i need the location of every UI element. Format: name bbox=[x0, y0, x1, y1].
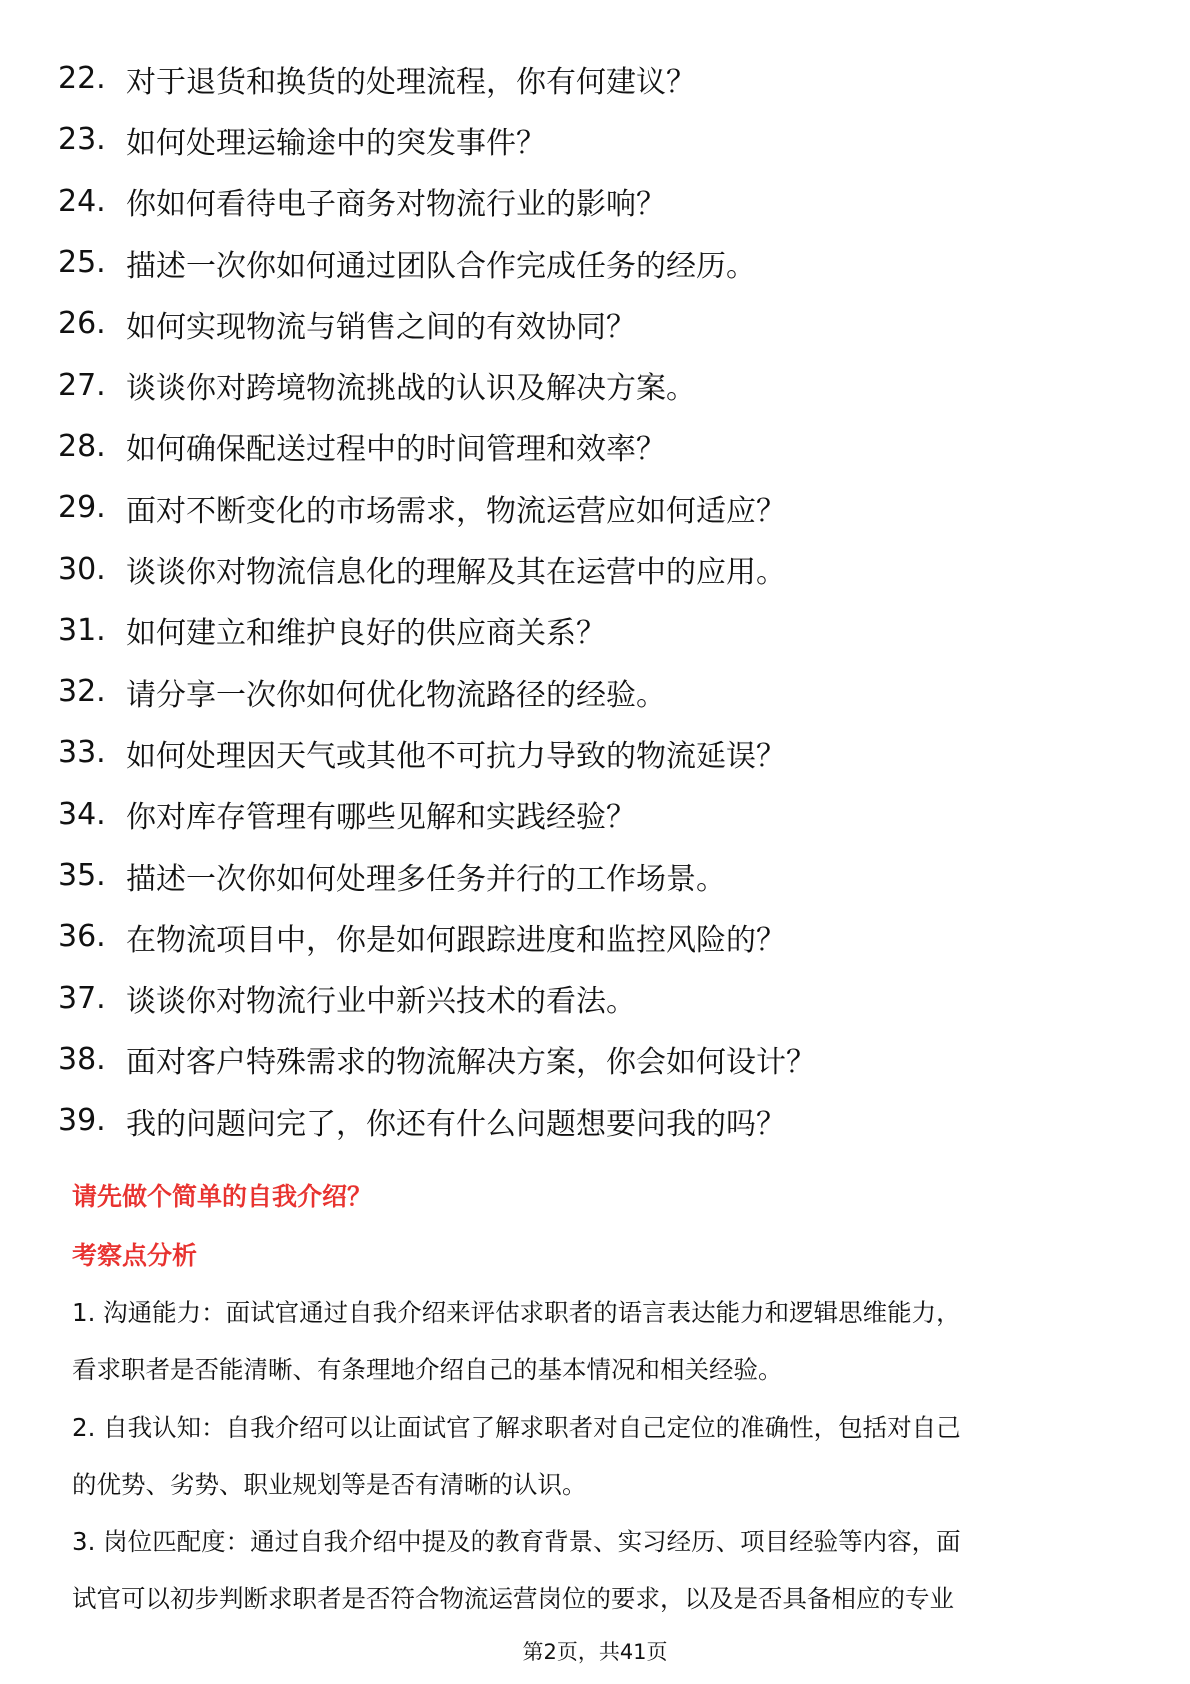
question-text: 请分享一次你如何优化物流路径的经验。 bbox=[126, 677, 666, 713]
question-text: 谈谈你对跨境物流挑战的认识及解决方案。 bbox=[126, 371, 696, 407]
list-item bbox=[58, 293, 1138, 354]
analysis-line: 3. 岗位匹配度：通过自我介绍中提及的教育背景、实习经历、项目经验等内容，面 bbox=[72, 1527, 961, 1557]
question-text: 谈谈你对物流信息化的理解及其在运营中的应用。 bbox=[126, 555, 786, 591]
list-item bbox=[58, 232, 1138, 293]
question-list bbox=[58, 48, 1138, 1151]
analysis-heading: 考察点分析 bbox=[72, 1241, 198, 1270]
question-text: 我的问题问完了，你还有什么问题想要问我的吗？ bbox=[126, 1106, 786, 1142]
question-number: 31. bbox=[58, 612, 106, 648]
question-text: 你如何看待电子商务对物流行业的影响？ bbox=[126, 187, 666, 223]
question-number: 30. bbox=[58, 551, 106, 587]
question-number: 35. bbox=[58, 858, 106, 893]
list-item bbox=[58, 600, 1138, 661]
question-number: 25. bbox=[58, 245, 106, 281]
question-number: 36. bbox=[58, 919, 106, 955]
list-item bbox=[58, 477, 1138, 538]
list-item bbox=[58, 906, 1138, 967]
list-item bbox=[58, 1090, 1138, 1151]
question-number: 22. bbox=[58, 61, 106, 97]
page-number-footer: 第2页，共41页 bbox=[522, 1640, 668, 1664]
analysis-line: 看求职者是否能清晰、有条理地介绍自己的基本情况和相关经验。 bbox=[72, 1355, 783, 1385]
list-item bbox=[58, 538, 1138, 599]
question-number: 38. bbox=[58, 1041, 106, 1077]
analysis-line: 的优势、劣势、职业规划等是否有清晰的认识。 bbox=[72, 1469, 587, 1499]
question-number: 23. bbox=[58, 122, 106, 158]
question-heading: 请先做个简单的自我介绍？ bbox=[72, 1182, 373, 1211]
analysis-body bbox=[72, 1284, 1122, 1628]
list-item bbox=[58, 784, 1138, 845]
question-number: 28. bbox=[58, 428, 106, 464]
question-text: 如何建立和维护良好的供应商关系？ bbox=[126, 616, 606, 652]
list-item bbox=[58, 845, 1138, 906]
list-item bbox=[58, 354, 1138, 415]
list-item bbox=[58, 109, 1138, 170]
question-number: 32. bbox=[58, 674, 106, 710]
list-item bbox=[58, 722, 1138, 783]
list-item bbox=[58, 416, 1138, 477]
question-number: 37. bbox=[58, 980, 106, 1016]
question-text: 如何处理运输途中的突发事件？ bbox=[126, 125, 546, 161]
list-item bbox=[58, 48, 1138, 109]
question-number: 33. bbox=[58, 735, 106, 771]
question-number: 34. bbox=[58, 796, 106, 832]
analysis-line: 2. 自我认知：自我介绍可以让面试官了解求职者对自己定位的准确性，包括对自己 bbox=[72, 1412, 961, 1442]
question-text: 你对库存管理有哪些见解和实践经验？ bbox=[126, 800, 636, 836]
question-text: 如何确保配送过程中的时间管理和效率？ bbox=[126, 432, 666, 468]
question-text: 在物流项目中，你是如何跟踪进度和监控风险的？ bbox=[126, 922, 786, 958]
question-text: 谈谈你对物流行业中新兴技术的看法。 bbox=[126, 984, 636, 1020]
question-text: 描述一次你如何处理多任务并行的工作场景。 bbox=[126, 861, 726, 897]
list-item bbox=[58, 661, 1138, 722]
question-text: 对于退货和换货的处理流程，你有何建议？ bbox=[126, 64, 696, 100]
question-text: 面对客户特殊需求的物流解决方案，你会如何设计？ bbox=[126, 1045, 816, 1081]
analysis-line: 试官可以初步判断求职者是否符合物流运营岗位的要求，以及是否具备相应的专业 bbox=[72, 1584, 954, 1614]
list-item bbox=[58, 171, 1138, 232]
question-text: 面对不断变化的市场需求，物流运营应如何适应？ bbox=[126, 493, 786, 529]
question-number: 39. bbox=[58, 1103, 106, 1139]
question-number: 26. bbox=[58, 306, 106, 342]
question-number: 24. bbox=[58, 183, 106, 219]
list-item bbox=[58, 1029, 1138, 1090]
analysis-line: 1. 沟通能力：面试官通过自我介绍来评估求职者的语言表达能力和逻辑思维能力， bbox=[72, 1298, 961, 1327]
question-number: 27. bbox=[58, 367, 106, 403]
question-text: 如何处理因天气或其他不可抗力导致的物流延误？ bbox=[126, 738, 786, 774]
question-number: 29. bbox=[58, 490, 106, 526]
list-item bbox=[58, 967, 1138, 1028]
question-text: 如何实现物流与销售之间的有效协同？ bbox=[126, 309, 636, 345]
question-text: 描述一次你如何通过团队合作完成任务的经历。 bbox=[126, 248, 756, 284]
